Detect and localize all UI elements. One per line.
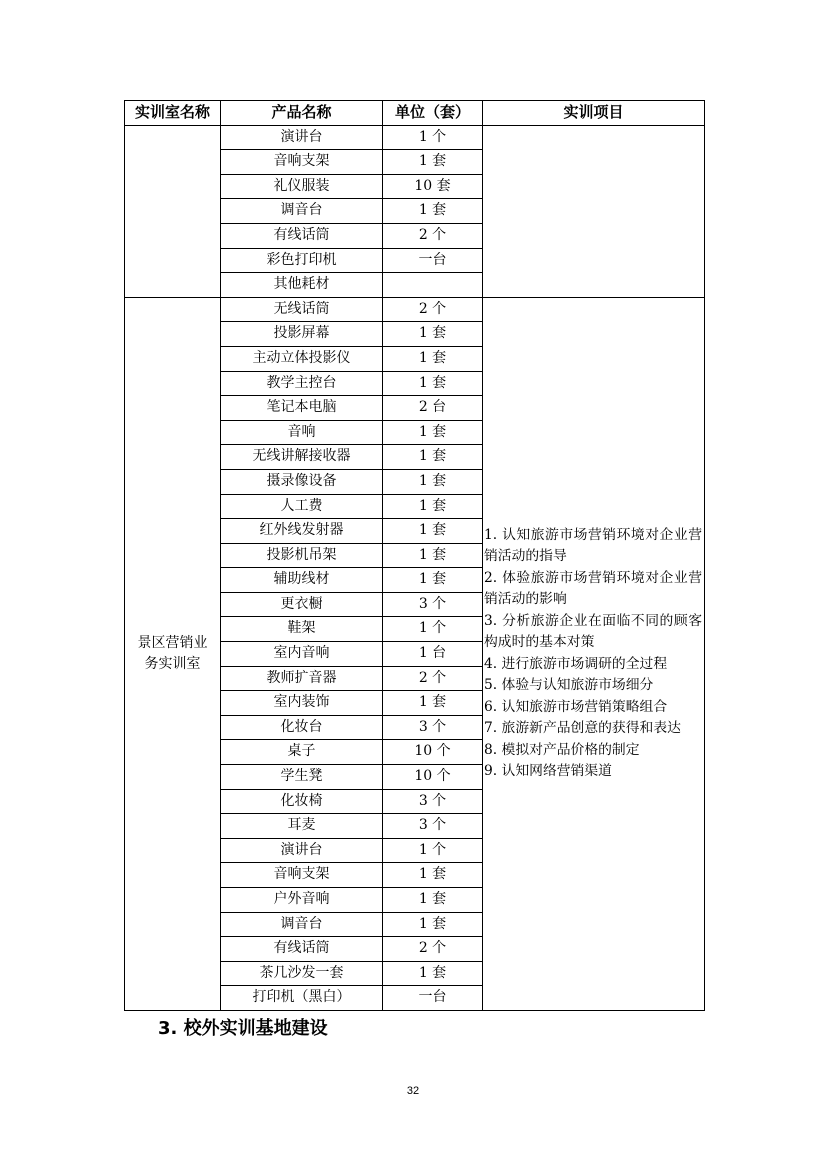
unit-cell: 1 套 [383, 568, 483, 593]
product-name-cell: 摄录像设备 [221, 469, 383, 494]
unit-cell: 1 套 [383, 445, 483, 470]
product-name-cell: 室内装饰 [221, 691, 383, 716]
header-training-projects: 实训项目 [483, 101, 705, 126]
product-name-cell: 彩色打印机 [221, 248, 383, 273]
training-projects-cell [483, 297, 705, 1010]
unit-cell: 1 套 [383, 469, 483, 494]
unit-cell: 1 套 [383, 888, 483, 913]
product-name-cell: 笔记本电脑 [221, 396, 383, 421]
unit-cell: 3 个 [383, 789, 483, 814]
training-project-item: 4. 进行旅游市场调研的全过程 [484, 655, 668, 672]
product-name-cell: 化妆台 [221, 715, 383, 740]
product-name-cell: 学生凳 [221, 765, 383, 790]
training-project-item: 3. 分析旅游企业在面临不同的顾客构成时的基本对策 [484, 612, 702, 651]
training-project-item: 5. 体验与认知旅游市场细分 [484, 677, 654, 694]
unit-cell: 1 套 [383, 863, 483, 888]
header-unit: 单位（套） [383, 101, 483, 126]
training-project-item: 8. 模拟对产品价格的制定 [484, 741, 640, 758]
unit-cell: 3 个 [383, 592, 483, 617]
unit-cell [383, 273, 483, 298]
page-number: 32 [406, 1085, 420, 1097]
table-body [125, 125, 705, 1010]
unit-cell: 一台 [383, 248, 483, 273]
unit-cell: 10 个 [383, 765, 483, 790]
product-name-cell: 户外音响 [221, 888, 383, 913]
unit-cell: 2 个 [383, 223, 483, 248]
unit-cell: 1 个 [383, 617, 483, 642]
unit-cell: 2 个 [383, 666, 483, 691]
product-name-cell: 茶几沙发一套 [221, 961, 383, 986]
training-project-item: 1. 认知旅游市场营销环境对企业营销活动的指导 [484, 526, 702, 565]
product-name-cell: 演讲台 [221, 125, 383, 150]
product-name-cell: 调音台 [221, 199, 383, 224]
table-row [125, 125, 705, 150]
unit-cell: 10 套 [383, 174, 483, 199]
table-header-row [125, 101, 705, 126]
product-name-cell: 调音台 [221, 912, 383, 937]
unit-cell: 一台 [383, 986, 483, 1011]
header-product-name: 产品名称 [221, 101, 383, 126]
unit-cell: 1 个 [383, 838, 483, 863]
product-name-cell: 演讲台 [221, 838, 383, 863]
product-name-cell: 其他耗材 [221, 273, 383, 298]
product-name-cell: 有线话筒 [221, 223, 383, 248]
unit-cell: 1 个 [383, 125, 483, 150]
unit-cell: 1 套 [383, 961, 483, 986]
product-name-cell: 更衣橱 [221, 592, 383, 617]
unit-cell: 1 台 [383, 642, 483, 667]
product-name-cell: 耳麦 [221, 814, 383, 839]
product-name-cell: 音响支架 [221, 150, 383, 175]
product-name-cell: 辅助线材 [221, 568, 383, 593]
section-heading: 3. 校外实训基地建设 [158, 1018, 328, 1039]
product-name-cell: 打印机（黑白） [221, 986, 383, 1011]
product-name-cell: 音响 [221, 420, 383, 445]
unit-cell: 1 套 [383, 494, 483, 519]
training-project-item: 9. 认知网络营销渠道 [484, 763, 612, 780]
unit-cell: 1 套 [383, 691, 483, 716]
unit-cell: 1 套 [383, 322, 483, 347]
unit-cell: 1 套 [383, 199, 483, 224]
training-project-item: 2. 体验旅游市场营销环境对企业营销活动的影响 [484, 569, 702, 608]
product-name-cell: 有线话筒 [221, 937, 383, 962]
table-row [125, 297, 705, 322]
product-name-cell: 无线讲解接收器 [221, 445, 383, 470]
unit-cell: 10 个 [383, 740, 483, 765]
product-name-cell: 红外线发射器 [221, 519, 383, 544]
product-name-cell: 投影机吊架 [221, 543, 383, 568]
unit-cell: 2 个 [383, 937, 483, 962]
unit-cell: 1 套 [383, 912, 483, 937]
unit-cell: 1 套 [383, 543, 483, 568]
unit-cell: 3 个 [383, 814, 483, 839]
product-name-cell: 教学主控台 [221, 371, 383, 396]
product-name-cell: 投影屏幕 [221, 322, 383, 347]
unit-cell: 1 套 [383, 420, 483, 445]
product-name-cell: 化妆椅 [221, 789, 383, 814]
training-project-item: 7. 旅游新产品创意的获得和表达 [484, 720, 681, 737]
unit-cell: 1 套 [383, 371, 483, 396]
training-project-item: 6. 认知旅游市场营销策略组合 [484, 698, 668, 715]
training-projects-cell [483, 125, 705, 297]
unit-cell: 1 套 [383, 346, 483, 371]
product-name-cell: 鞋架 [221, 617, 383, 642]
unit-cell: 2 个 [383, 297, 483, 322]
product-name-cell: 室内音响 [221, 642, 383, 667]
header-room-name: 实训室名称 [125, 101, 221, 126]
equipment-table [124, 100, 705, 1011]
unit-cell: 1 套 [383, 150, 483, 175]
product-name-cell: 教师扩音器 [221, 666, 383, 691]
room-name-cell [125, 125, 221, 297]
product-name-cell: 音响支架 [221, 863, 383, 888]
product-name-cell: 礼仪服装 [221, 174, 383, 199]
unit-cell: 1 套 [383, 519, 483, 544]
product-name-cell: 主动立体投影仪 [221, 346, 383, 371]
product-name-cell: 无线话筒 [221, 297, 383, 322]
product-name-cell: 人工费 [221, 494, 383, 519]
product-name-cell: 桌子 [221, 740, 383, 765]
unit-cell: 2 台 [383, 396, 483, 421]
room-name-cell: 景区营销业务实训室 [125, 297, 221, 1010]
unit-cell: 3 个 [383, 715, 483, 740]
